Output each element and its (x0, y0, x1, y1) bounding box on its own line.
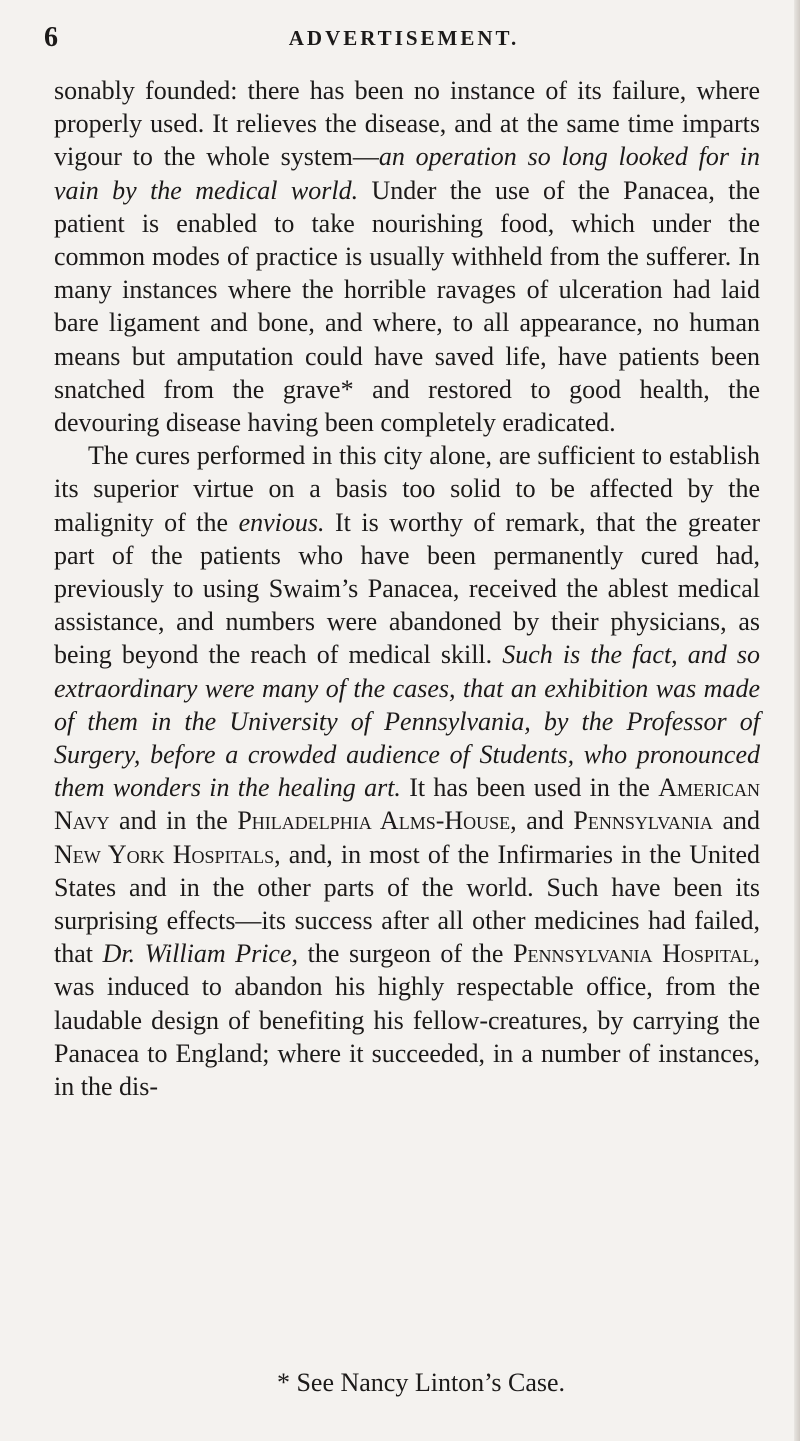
footnote: * See Nancy Linton’s Case. (276, 1368, 566, 1397)
paragraph-2-text: , and, in most of the Infirmaries in the United States and in the other parts of the world. Such have been its surprising effects—its success after all other medicines had failed, that (54, 839, 760, 969)
paragraph-2-italic-price: Dr. William Price, (102, 939, 299, 969)
small-caps-american-navy: American Navy (54, 773, 760, 836)
page-header (44, 22, 764, 62)
page-number: 6 (44, 22, 58, 53)
paragraph-2-text: and (712, 806, 761, 836)
small-caps-new-york-hospitals: New York Hospitals (54, 839, 275, 869)
paragraph-1-italic: an operation so long looked for in vain by the medical world. (54, 142, 760, 205)
paragraph-2-text: The cures performed in this city alone, are sufficient to establish its superior virtue on a basis too solid to be affected by the malignity of the (54, 441, 760, 537)
paragraph-1-text-end: Under the use of the Panacea, the patient is enabled to take nourishing food, which under the common modes of practice is usually withheld from the sufferer. In many instances where the horrible ravages of ulceration had laid bare ligament and bone, and where, to all appearance, no human means but amputation could have saved life, have patients been snatched from the grave* and restored to good health, the devouring disease having been completely eradicated. (54, 175, 760, 438)
paragraph-2-text: , and (510, 806, 574, 836)
paragraph-2 (54, 439, 760, 1103)
paragraph-2-text: It has been used in the (400, 773, 659, 803)
paragraph-2-text: and in the (109, 806, 238, 836)
small-caps-pennsylvania-hospital: Pennsylvania Hospital (513, 939, 754, 969)
body-text (54, 74, 760, 1103)
paragraph-1 (54, 74, 760, 439)
paragraph-2-italic-exhibition: Such is the fact, and so extraordinary were many of the cases, that an exhibition was made of them in the University of Pennsylvania, by the Professor of Surgery, before a crowded audience of Students, who pronounced them wonders in the healing art. (54, 640, 760, 803)
paragraph-2-text: It is worthy of remark, that the greater part of the patients who have been permanently cured had, previously to using Swaim’s Panacea, received the ablest medical assistance, and numbers were abandoned by their physicians, as being beyond the reach of medical skill. (54, 507, 760, 670)
running-head: ADVERTISEMENT. (288, 26, 520, 50)
small-caps-alms-house: Philadelphia Alms-House (237, 806, 511, 836)
paragraph-2-text: the surgeon of the (298, 939, 514, 969)
paragraph-2-text-end: , was induced to abandon his highly respectable office, from the laudable design of benefiting his fellow-creatures, by carrying the Panacea to England; where it succeeded, in a number of instances, in the dis- (54, 939, 760, 1102)
small-caps-pennsylvania: Pennsylvania (573, 806, 713, 836)
paragraph-2-italic-envious: envious. (238, 507, 325, 537)
page-edge (794, 0, 800, 1441)
paragraph-1-text: sonably founded: there has been no instance of its failure, where properly used. It relieves the disease, and at the same time imparts vigour to the whole system— (54, 76, 760, 172)
